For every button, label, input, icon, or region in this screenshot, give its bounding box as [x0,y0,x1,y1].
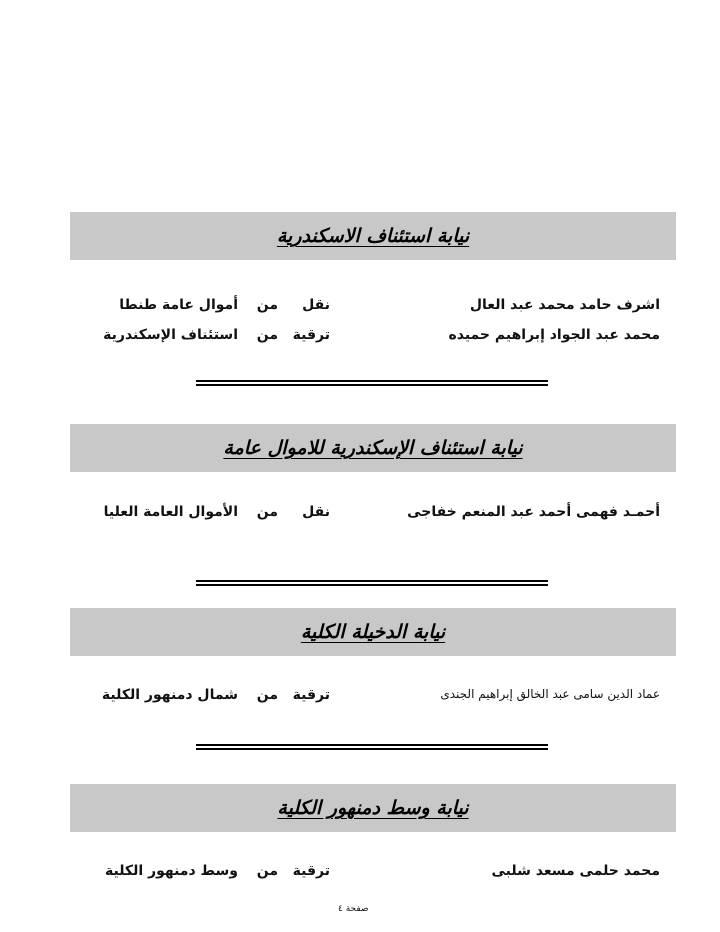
list-item [100,863,660,889]
transfer-action: ترقية [292,327,330,343]
double-divider [196,380,548,386]
transfer-action: نقل [302,504,330,520]
section-header [70,424,676,472]
list-item [100,297,660,323]
list-item [100,504,660,530]
list-item [100,327,660,353]
transfer-action: ترقية [292,687,330,703]
from-label: من [256,863,278,879]
list-item [100,687,660,713]
section-header [70,212,676,260]
section-header [70,608,676,656]
transfer-action: نقل [302,297,330,313]
double-divider [196,580,548,586]
section-header [70,784,676,832]
section-title: نيابة استئناف الاسكندرية [276,225,470,247]
employee-name: محمد عبد الجواد إبراهيم حميده [448,327,660,343]
origin-office: وسط دمنهور الكلية [105,863,238,879]
origin-office: أموال عامة طنطا [119,297,238,313]
double-divider [196,744,548,750]
page-number: صفحة ٤ [338,904,369,914]
transfer-action: ترقية [292,863,330,879]
from-label: من [256,327,278,343]
employee-name: عماد الدين سامى عبد الخالق إبراهيم الجندى [440,687,660,701]
employee-name: أحمـد فهمى أحمد عبد المنعم خفاجى [407,504,660,520]
origin-office: شمال دمنهور الكلية [101,687,238,703]
origin-office: الأموال العامة العليا [103,504,238,520]
origin-office: استئناف الإسكندرية [103,327,238,343]
section-title: نيابة وسط دمنهور الكلية [277,797,469,819]
from-label: من [256,687,278,703]
section-title: نيابة استئناف الإسكندرية للاموال عامة [223,437,523,459]
from-label: من [256,297,278,313]
employee-name: محمد حلمى مسعد شلبى [491,863,660,879]
employee-name: اشرف حامد محمد عبد العال [469,297,660,313]
section-title: نيابة الدخيلة الكلية [300,621,446,643]
from-label: من [256,504,278,520]
